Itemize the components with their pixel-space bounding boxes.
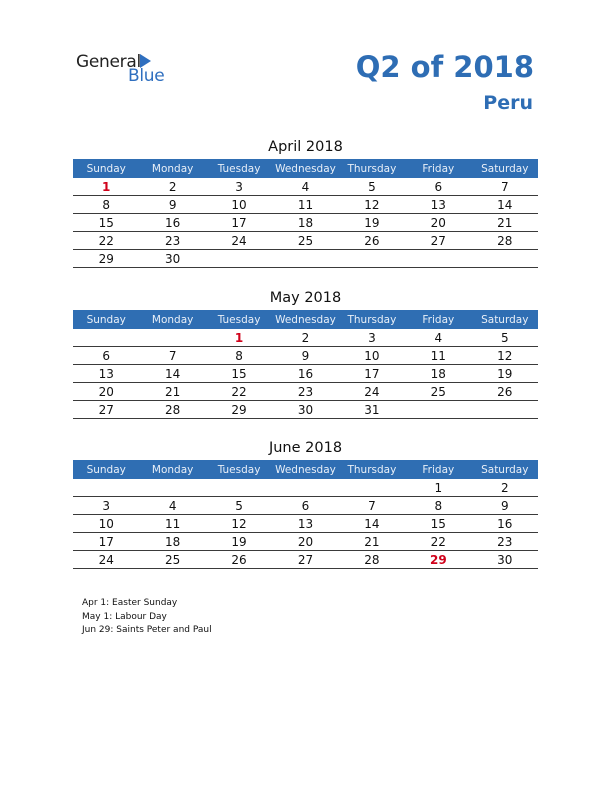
day-cell: 11 <box>272 196 338 214</box>
day-cell: 21 <box>139 383 205 401</box>
holiday-note: May 1: Labour Day <box>82 611 167 622</box>
day-cell: 6 <box>405 178 471 196</box>
week-row <box>73 347 538 365</box>
weekday-header: Monday <box>139 159 205 178</box>
day-cell: 22 <box>73 232 139 250</box>
empty-day-cell <box>73 479 139 497</box>
month-name: May 2018 <box>269 290 342 306</box>
day-cell: 27 <box>405 232 471 250</box>
day-cell: 27 <box>272 551 338 569</box>
day-cell: 9 <box>139 196 205 214</box>
day-cell: 8 <box>73 196 139 214</box>
day-cell: 30 <box>472 551 538 569</box>
day-cell: 9 <box>472 497 538 515</box>
day-cell: 25 <box>405 383 471 401</box>
weekday-header: Thursday <box>339 159 405 178</box>
weekday-header: Wednesday <box>272 310 338 329</box>
day-cell: 26 <box>472 383 538 401</box>
weekday-header: Thursday <box>339 460 405 479</box>
day-cell: 19 <box>339 214 405 232</box>
day-cell: 24 <box>73 551 139 569</box>
weekday-header: Friday <box>405 460 471 479</box>
logo-text-general: General <box>76 52 141 72</box>
day-cell: 5 <box>206 497 272 515</box>
day-cell: 9 <box>272 347 338 365</box>
weekday-header: Tuesday <box>206 159 272 178</box>
month-name: April 2018 <box>268 139 343 155</box>
day-cell: 24 <box>339 383 405 401</box>
day-cell: 15 <box>405 515 471 533</box>
week-row <box>73 196 538 214</box>
day-cell: 19 <box>472 365 538 383</box>
day-cell: 8 <box>206 347 272 365</box>
empty-day-cell <box>472 250 538 268</box>
day-cell: 2 <box>472 479 538 497</box>
day-cell: 14 <box>139 365 205 383</box>
weekday-header: Tuesday <box>206 460 272 479</box>
day-cell: 29 <box>405 551 471 569</box>
day-cell: 12 <box>206 515 272 533</box>
page-title: Q2 of 2018 <box>355 50 534 84</box>
day-cell: 21 <box>339 533 405 551</box>
day-cell: 23 <box>272 383 338 401</box>
day-cell: 2 <box>139 178 205 196</box>
weekday-header: Saturday <box>472 159 538 178</box>
day-cell: 7 <box>472 178 538 196</box>
empty-day-cell <box>206 479 272 497</box>
day-cell: 18 <box>139 533 205 551</box>
day-cell: 13 <box>272 515 338 533</box>
day-cell: 26 <box>206 551 272 569</box>
day-cell: 18 <box>272 214 338 232</box>
day-cell: 19 <box>206 533 272 551</box>
day-cell: 16 <box>139 214 205 232</box>
week-row <box>73 232 538 250</box>
holiday-notes <box>82 597 212 638</box>
weekday-header: Friday <box>405 310 471 329</box>
weekday-header: Monday <box>139 460 205 479</box>
month-calendar-grid <box>73 460 538 569</box>
day-cell: 25 <box>272 232 338 250</box>
week-row <box>73 497 538 515</box>
day-cell: 20 <box>73 383 139 401</box>
weekday-header: Saturday <box>472 460 538 479</box>
day-cell: 10 <box>206 196 272 214</box>
day-cell: 29 <box>206 401 272 419</box>
day-cell: 24 <box>206 232 272 250</box>
day-cell: 31 <box>339 401 405 419</box>
weekday-header: Thursday <box>339 310 405 329</box>
weekday-header: Friday <box>405 159 471 178</box>
day-cell: 16 <box>272 365 338 383</box>
holiday-note: Apr 1: Easter Sunday <box>82 598 178 608</box>
day-cell: 23 <box>472 533 538 551</box>
month-calendar-grid <box>73 310 538 419</box>
generalblue-logo <box>76 52 176 92</box>
day-cell: 4 <box>272 178 338 196</box>
week-row <box>73 551 538 569</box>
day-cell: 6 <box>73 347 139 365</box>
weekday-header: Monday <box>139 310 205 329</box>
empty-day-cell <box>339 479 405 497</box>
month-april <box>73 135 538 268</box>
weekday-header: Sunday <box>73 460 139 479</box>
day-cell: 28 <box>139 401 205 419</box>
day-cell: 28 <box>339 551 405 569</box>
weekday-header: Tuesday <box>206 310 272 329</box>
empty-day-cell <box>405 401 471 419</box>
empty-day-cell <box>472 401 538 419</box>
month-calendar-grid <box>73 159 538 268</box>
day-cell: 18 <box>405 365 471 383</box>
day-cell: 8 <box>405 497 471 515</box>
day-cell: 22 <box>206 383 272 401</box>
day-cell: 26 <box>339 232 405 250</box>
weekday-header: Saturday <box>472 310 538 329</box>
week-row <box>73 479 538 497</box>
day-cell: 22 <box>405 533 471 551</box>
month-june <box>73 436 538 569</box>
day-cell: 10 <box>339 347 405 365</box>
empty-day-cell <box>139 479 205 497</box>
day-cell: 25 <box>139 551 205 569</box>
empty-day-cell <box>339 250 405 268</box>
day-cell: 3 <box>73 497 139 515</box>
empty-day-cell <box>272 479 338 497</box>
day-cell: 16 <box>472 515 538 533</box>
day-cell: 28 <box>472 232 538 250</box>
holiday-note: Jun 29: Saints Peter and Paul <box>82 625 212 635</box>
weekday-header: Wednesday <box>272 159 338 178</box>
day-cell: 30 <box>272 401 338 419</box>
day-cell: 10 <box>73 515 139 533</box>
day-cell: 11 <box>139 515 205 533</box>
month-may <box>73 286 538 419</box>
day-cell: 23 <box>139 232 205 250</box>
month-name: June 2018 <box>268 440 343 456</box>
day-cell: 17 <box>206 214 272 232</box>
week-row <box>73 178 538 196</box>
day-cell: 7 <box>139 347 205 365</box>
day-cell: 1 <box>73 178 139 196</box>
day-cell: 1 <box>206 329 272 347</box>
day-cell: 29 <box>73 250 139 268</box>
day-cell: 5 <box>339 178 405 196</box>
week-row <box>73 533 538 551</box>
day-cell: 15 <box>206 365 272 383</box>
empty-day-cell <box>405 250 471 268</box>
day-cell: 14 <box>339 515 405 533</box>
day-cell: 4 <box>405 329 471 347</box>
day-cell: 11 <box>405 347 471 365</box>
week-row <box>73 329 538 347</box>
day-cell: 20 <box>405 214 471 232</box>
day-cell: 4 <box>139 497 205 515</box>
day-cell: 14 <box>472 196 538 214</box>
week-row <box>73 365 538 383</box>
week-row <box>73 250 538 268</box>
logo-text-blue: Blue <box>128 66 165 86</box>
empty-day-cell <box>206 250 272 268</box>
day-cell: 13 <box>405 196 471 214</box>
day-cell: 7 <box>339 497 405 515</box>
empty-day-cell <box>73 329 139 347</box>
day-cell: 27 <box>73 401 139 419</box>
country-name: Peru <box>483 92 533 114</box>
day-cell: 3 <box>339 329 405 347</box>
day-cell: 15 <box>73 214 139 232</box>
day-cell: 30 <box>139 250 205 268</box>
week-row <box>73 214 538 232</box>
day-cell: 17 <box>339 365 405 383</box>
day-cell: 21 <box>472 214 538 232</box>
empty-day-cell <box>139 329 205 347</box>
day-cell: 5 <box>472 329 538 347</box>
day-cell: 12 <box>339 196 405 214</box>
day-cell: 6 <box>272 497 338 515</box>
day-cell: 1 <box>405 479 471 497</box>
day-cell: 12 <box>472 347 538 365</box>
week-row <box>73 401 538 419</box>
empty-day-cell <box>272 250 338 268</box>
weekday-header: Sunday <box>73 310 139 329</box>
week-row <box>73 515 538 533</box>
weekday-header: Wednesday <box>272 460 338 479</box>
day-cell: 20 <box>272 533 338 551</box>
day-cell: 2 <box>272 329 338 347</box>
day-cell: 3 <box>206 178 272 196</box>
week-row <box>73 383 538 401</box>
day-cell: 13 <box>73 365 139 383</box>
weekday-header: Sunday <box>73 159 139 178</box>
day-cell: 17 <box>73 533 139 551</box>
